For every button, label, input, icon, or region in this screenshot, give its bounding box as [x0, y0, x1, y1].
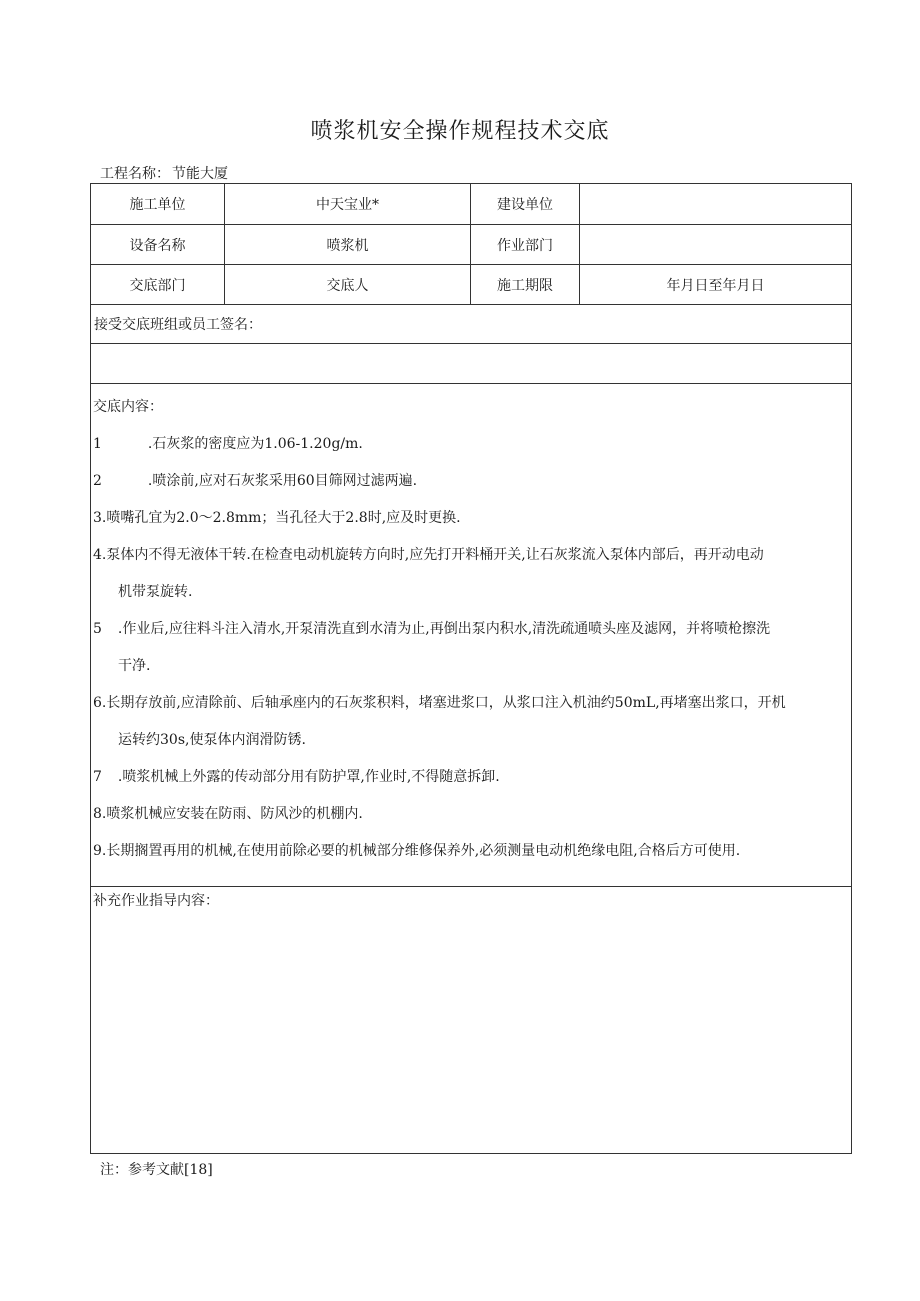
content-item-9: 9.长期搁置再用的机械,在使用前除必要的机械部分维修保养外,必须测量电动机绝缘电阻,合格后方可使用. — [93, 843, 741, 859]
form-row-content — [91, 384, 852, 887]
equipment-value[interactable]: 喷浆机 — [225, 225, 471, 265]
content-item-2: 2 .喷涂前,应对石灰浆采用60目筛网过滤两遍. — [93, 473, 418, 489]
content-item-5-cont: 干净. — [118, 658, 151, 674]
form-row-units — [91, 184, 852, 225]
signature-label: 接受交底班组或员工签名： — [91, 305, 852, 344]
content-item-3: 3.喷嘴孔宜为2.0～2.8mm；当孔径大于2.8时,应及时更换. — [93, 510, 461, 526]
form-row-handover — [91, 265, 852, 305]
period-value[interactable]: 年月日至年月日 — [580, 265, 852, 305]
content-label: 交底内容： — [93, 399, 163, 415]
content-item-4: 4.泵体内不得无液体干转.在检查电动机旋转方向时,应先打开料桶开关,让石灰浆流入泵体内部后，再开动电动 — [93, 547, 764, 563]
content-item-6: 6.长期存放前,应清除前、后轴承座内的石灰浆积料，堵塞进浆口，从浆口注入机油约50mL,再堵塞出浆口，开机 — [93, 695, 786, 711]
content-item-8: 8.喷浆机械应安装在防雨、防风沙的机棚内. — [93, 806, 363, 822]
content-item-7: 7 .喷浆机械上外露的传动部分用有防护罩,作业时,不得随意拆卸. — [93, 769, 500, 785]
work-dept-value[interactable] — [580, 225, 852, 265]
form-row-signature-label — [91, 305, 852, 344]
handover-person-label: 交底人 — [225, 265, 471, 305]
handover-form — [90, 183, 852, 1154]
form-row-signature-area — [91, 344, 852, 384]
supplement-label: 补充作业指导内容： — [93, 893, 219, 909]
form-row-equipment — [91, 225, 852, 265]
reference-note: 注：参考文献[18] — [100, 1162, 213, 1178]
project-name — [100, 163, 230, 183]
content-item-4-cont: 机带泵旋转. — [118, 584, 193, 600]
work-dept-label: 作业部门 — [471, 225, 580, 265]
content-cell — [91, 384, 852, 887]
client-unit-label: 建设单位 — [471, 184, 580, 225]
supplement-cell[interactable] — [91, 887, 852, 1154]
content-item-1: 1 .石灰浆的密度应为1.06-1.20g/m. — [93, 436, 363, 452]
project-label: 工程名称： — [100, 166, 170, 182]
page-title: 喷浆机安全操作规程技术交底 — [310, 119, 610, 144]
project-value: 节能大厦 — [172, 166, 228, 182]
form-row-supplement — [91, 887, 852, 1154]
content-item-5: 5 .作业后,应往料斗注入清水,开泵清洗直到水清为止,再倒出泵内积水,清洗疏通喷头座及滤网，并将喷枪擦洗 — [93, 621, 771, 637]
client-unit-value[interactable] — [580, 184, 852, 225]
handover-dept-label: 交底部门 — [91, 265, 225, 305]
content-item-6-cont: 运转约30s,使泵体内润滑防锈. — [118, 732, 306, 748]
construction-unit-value[interactable]: 中天宝业* — [225, 184, 471, 225]
equipment-label: 设备名称 — [91, 225, 225, 265]
period-label: 施工期限 — [471, 265, 580, 305]
construction-unit-label: 施工单位 — [91, 184, 225, 225]
signature-area[interactable] — [91, 344, 852, 384]
